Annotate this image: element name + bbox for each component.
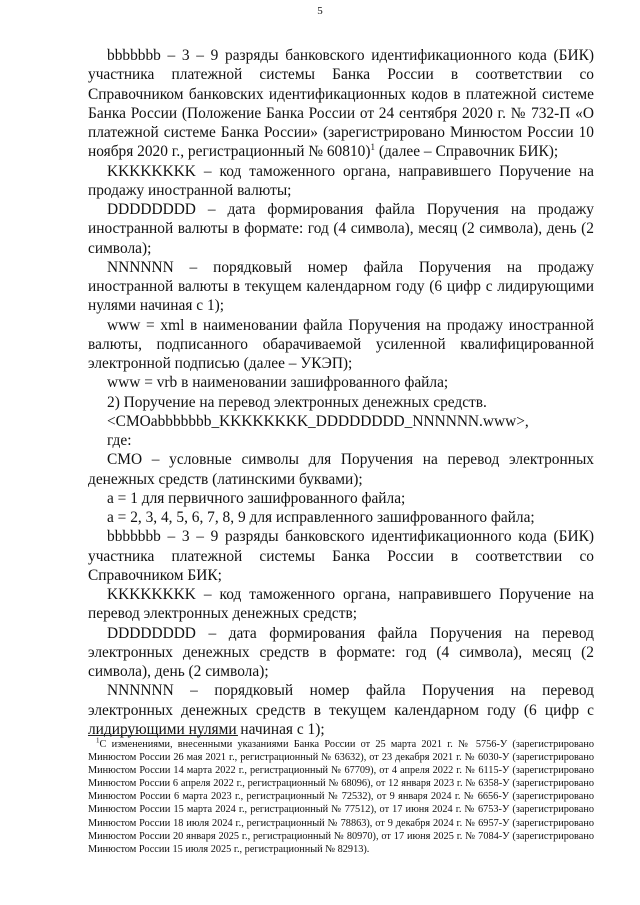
footnote — [88, 738, 594, 856]
paragraph-text-tail: (далее – Справочник БИК); — [374, 143, 559, 161]
paragraph-cmo: CMO – условные символы для Поручения на перевод электронных денежных средств (латинскими буквами); — [88, 451, 594, 488]
paragraph-date-2: DDDDDDDD – дата формирования файла Поручения на перевод электронных денежных средств в формате: год (4 символа), месяц (2 символа), день (2 символа); — [88, 624, 594, 680]
paragraph-bik — [88, 46, 594, 162]
paragraph-date: DDDDDDDD – дата формирования файла Поручения на продажу иностранной валюты в формате: год (4 символа), месяц (2 символа), день (2 символа); — [88, 201, 594, 257]
paragraph-a-corrected: a = 2, 3, 4, 5, 6, 7, 8, 9 для исправленного зашифрованного файла; — [107, 509, 535, 526]
paragraph-sequence-number-2: NNNNNN – порядковый номер файла Поручения на перевод электронных денежных средств в текущем календарном году (6 цифр с лидирующими нулями начиная с 1); — [88, 682, 594, 738]
paragraph-bik-2: bbbbbbb – 3 – 9 разряды банковского идентификационного кода (БИК) участника платежной системы Банка России в соответствии со Справочником БИК; — [88, 528, 594, 584]
footnote-reference: 1 — [370, 142, 375, 153]
paragraph-customs-code: KKKKKKKK – код таможенного органа, направившего Поручение на продажу иностранной валюты; — [88, 162, 594, 199]
document-body — [88, 46, 594, 739]
footnote-marker: 1 — [96, 736, 100, 745]
paragraph-a-primary: a = 1 для первичного зашифрованного файла; — [107, 489, 406, 507]
paragraph-item-2: 2) Поручение на перевод электронных денежных средств. — [107, 393, 487, 411]
footnote-divider — [88, 735, 238, 736]
paragraph-www-xml: www = xml в наименовании файла Поручения на продажу иностранной валюты, подписанного обарачиваемой усиленной квалифицированной электронной подписью (далее – УКЭП); — [88, 316, 594, 372]
page-number: 5 — [317, 5, 323, 17]
paragraph-www-vrb: www = vrb в наименовании зашифрованного файла; — [107, 374, 449, 392]
paragraph-where: где: — [107, 432, 132, 449]
paragraph-filename-template: <CMOabbbbbbb_KKKKKKKK_DDDDDDDD_NNNNNN.www>, — [107, 412, 529, 430]
paragraph-customs-code-2: KKKKKKKK – код таможенного органа, направившего Поручение на перевод электронных денежных средств; — [88, 586, 594, 623]
footnote-text: С изменениями, внесенными указаниями Банка России от 25 марта 2021 г. № 5756-У (зарегистрировано Минюстом России 26 мая 2021 г., регистрационный № 63632), от 23 декабря 2021 г. № 6030-У (зарегистрировано Минюстом России 14 марта 2022 г., регистрационный № 67709), от 4 апреля 2022 г. № 6115-У (зарегистрировано Минюстом России 6 апреля 2022 г., регистрационный № 68096), от 12 января 2023 г. № 6358-У (зарегистрировано Минюстом России 6 марта 2023 г., регистрационный № 72532), от 9 января 2024 г. № 6656-У (зарегистрировано Минюстом России 15 марта 2024 г., регистрационный № 77512), от 17 июня 2024 г. № 6753-У (зарегистрировано Минюстом России 18 июля 2024 г., регистрационный № 78863), от 9 декабря 2024 г. № 6957-У (зарегистрировано Минюстом России 20 января 2025 г., регистрационный № 80970), от 17 июня 2025 г. № 7084-У (зарегистрировано Минюстом России 15 июля 2025 г., регистрационный № 82913). — [88, 739, 594, 855]
paragraph-sequence-number: NNNNNN – порядковый номер файла Поручения на продажу иностранной валюты в текущем календарном году (6 цифр с лидирующими нулями начиная с 1); — [88, 258, 594, 315]
paragraph-text: bbbbbbb – 3 – 9 разряды банковского идентификационного кода (БИК) участника платежной системы Банка России в соответствии со Справочником банковских идентификационных кодов в платежной системе Банка России (Положение Банка России от 24 сентября 2020 г. № 732-П «О платежной системе Банка России» (зарегистрировано Минюстом России 10 ноября 2020 г., регистрационный № 60810) — [88, 47, 594, 161]
